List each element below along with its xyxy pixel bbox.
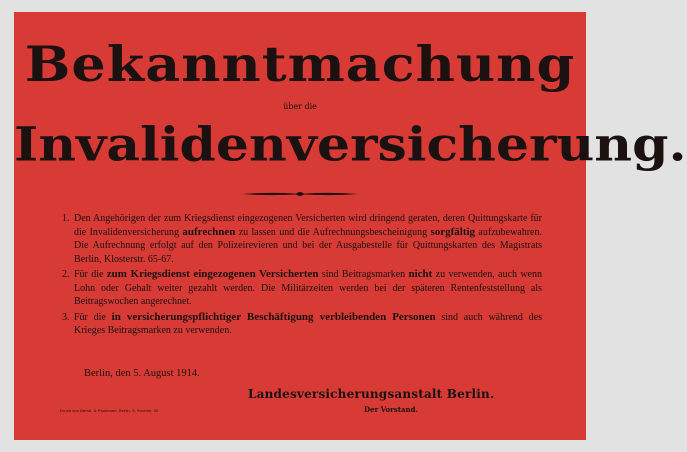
poster-title: Bekanntmachung [24, 35, 576, 93]
item-number: 3. [62, 311, 70, 323]
item-emphasis: aufrechnen [182, 225, 236, 238]
item-text [74, 268, 542, 309]
board-signature: Der Vorstand. [364, 405, 418, 414]
notice-item [62, 212, 542, 266]
item-emphasis: sorgfältig [430, 225, 476, 238]
issuing-agency: Landesversicherungsanstalt Berlin. [248, 387, 495, 401]
notice-body [62, 212, 542, 340]
item-number: 1. [62, 213, 70, 224]
notice-item [62, 268, 542, 309]
date-line: Berlin, den 5. August 1914. [84, 368, 200, 379]
poster-subtitle: Invalidenversicherung. [14, 117, 687, 172]
item-text [74, 311, 542, 338]
item-text-part: Den Angehörigen der zum Kriegsdienst eingezogenen Versicherten wird dringend geraten, deren Quittungskarte für die Invalidenversicherung [74, 213, 542, 238]
item-text-part: zu verwenden, auch wenn Lohn oder Gehalt weiter gezahlt werden. Die Militärzeiten werden bei der späteren Rentenfeststellung als Beitragswochen angerechnet. [74, 269, 542, 307]
item-emphasis: zum Kriegsdienst eingezogenen Versicherten [106, 268, 319, 280]
poster-connector: über die [283, 102, 317, 111]
item-emphasis: nicht [408, 268, 433, 280]
item-emphasis: in versicherungspflichtiger Beschäftigung verbleibenden Personen [111, 310, 436, 323]
notice-item [62, 311, 542, 338]
item-text [74, 212, 542, 266]
item-text-part: aufzubewahren. Die Aufrechnung erfolgt auf den Polizeirevieren und bei der Ausgabestelle für Quittungskarten des Magistrats Berlin, Klosterstr. 65-67. [74, 226, 542, 265]
poster [14, 12, 687, 440]
printer-imprint: Druck von Bernh. & Paulmann, Berlin, S. Kochstr. 20 [60, 408, 159, 413]
ornament-divider [240, 190, 360, 198]
item-text-part: sind auch während des Krieges Beitragsmarken zu verwenden. [74, 311, 542, 336]
item-text-part: sind Beitragsmarken [318, 269, 409, 280]
item-text-part: Für die [74, 269, 107, 280]
item-text-part: zu lassen und die Aufrechnungsbescheinigung [235, 226, 431, 238]
item-text-part: Für die [74, 311, 112, 323]
item-number: 2. [62, 269, 70, 280]
